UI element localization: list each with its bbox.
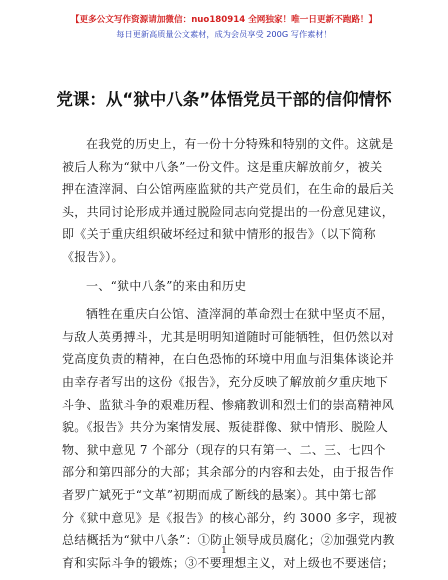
document-title: 党课：从“狱中八条”体悟党员干部的信仰情怀: [56, 90, 392, 109]
text-line: 物、狱中意见 7 个部分（现存的只有第一、二、三、七四个: [62, 442, 386, 457]
text-line: 斗争、监狱斗争的艰难历程、惨痛教训和烈士们的崇高精神风: [62, 397, 395, 412]
text-line: 押在渣滓洞、白公馆两座监狱的共产党员们，在生命的最后关: [62, 182, 395, 197]
text-line: 分《狱中意见》是《报告》的核心部分，约 3000 多字，现被: [62, 510, 398, 525]
section-heading: 一、“狱中八条”的来由和历史: [86, 278, 247, 293]
paragraph-history: [62, 303, 400, 574]
text-line: 者罗广斌死于“文革”初期而成了断线的悬案）。其中第七部: [62, 487, 377, 502]
promo-banner-line-2: 每日更新高质量公文素材，成为会员享受 200G 写作素材！: [116, 29, 332, 39]
promo-banner-line-1: 【更多公文写作资源请加微信：nuo180914 全网独家！唯一日更新不跑路！】: [70, 15, 378, 25]
text-line: 在我党的历史上，有一份十分特殊和特别的文件。这就是: [86, 137, 394, 151]
text-line: 总结概括为“狱中八条”：①防止领导成员腐化；②加强党内教: [62, 533, 395, 548]
text-line: 育和实际斗争的锻炼；③不要理想主义，对上级也不要迷信；: [62, 555, 395, 570]
text-line: 与敌人英勇搏斗，尤其是明明知道随时可能牺牲，但仍然以对: [62, 329, 395, 344]
document-body: [62, 133, 400, 574]
promo-banner: [0, 14, 448, 40]
text-line: 党高度负责的精神，在白色恐怖的环境中用血与泪集体谈论并: [62, 352, 395, 367]
text-line: 被后人称为“狱中八条”一份文件。这是重庆解放前夕，被关: [62, 159, 383, 174]
page-number: 1: [221, 546, 227, 556]
text-line: 部分和第四部分的大部；其余部分的内容和去处，由于报告作: [62, 465, 395, 480]
text-line: 《报告》）。: [62, 249, 124, 264]
text-line: 貌。《报告》共分为案情发展、叛徒群像、狱中情形、脱险人: [62, 420, 389, 435]
text-line: 头，共同讨论形成并通过脱险同志向党提出的一份意见建议，: [62, 204, 395, 219]
text-line: 即《关于重庆组织破坏经过和狱中情形的报告》（以下简称: [62, 227, 376, 242]
paragraph-intro: [62, 133, 400, 269]
text-line: 由幸存者写出的这份《报告》，充分反映了解放前夕重庆地下: [62, 374, 389, 389]
text-line: 牺牲在重庆白公馆、渣滓洞的革命烈士在狱中坚贞不屈，: [86, 307, 394, 322]
